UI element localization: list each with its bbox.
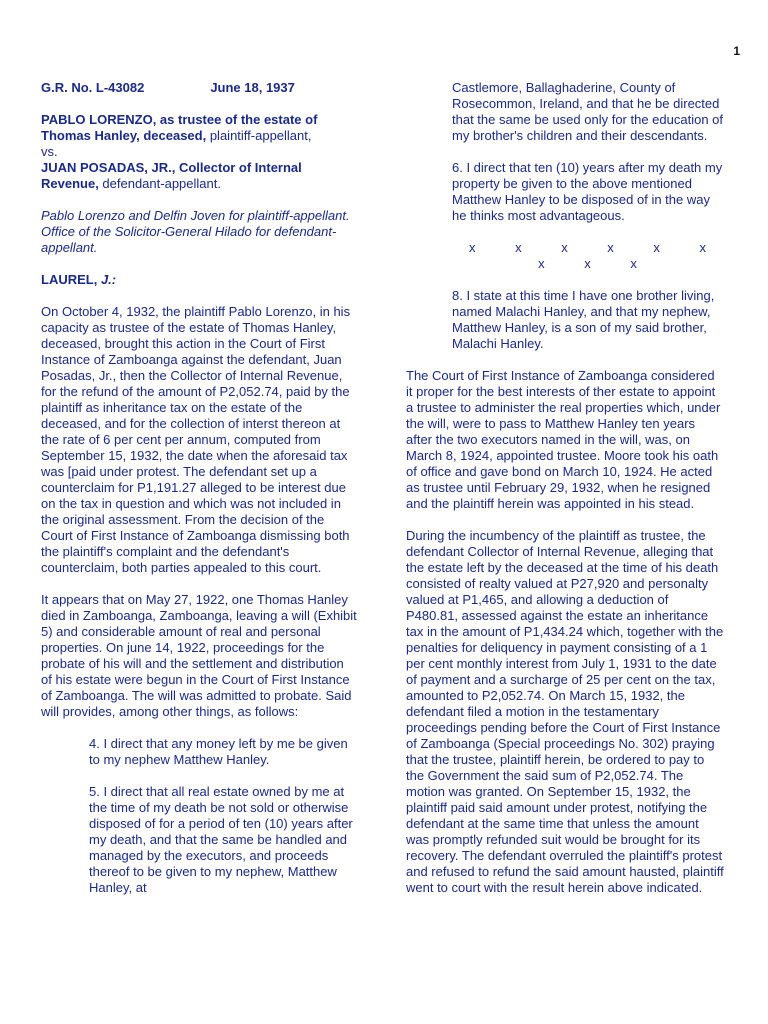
will-clause-8: 8. I state at this time I have one brother living, named Malachi Hanley, and that my nephew, Matthew Hanley, is a son of my said brother, Malachi Hanley. [452, 288, 715, 351]
case-header [41, 80, 358, 96]
defendant-name: JUAN POSADAS, JR., Collector of Internal Revenue, [41, 160, 302, 191]
will-clause-6: 6. I direct that ten (10) years after my death my property be given to the above mentioned Matthew Hanley to be disposed of in the way he thinks most advantageous. [452, 160, 723, 223]
counsel-block [41, 208, 358, 256]
case-parties [41, 112, 358, 192]
plaintiff-role: plaintiff-appellant, [206, 128, 312, 143]
defendant-role: defendant-appellant. [98, 176, 221, 191]
case-date: June 18, 1937 [210, 80, 295, 95]
will-clause-4: 4. I direct that any money left by me be given to my nephew Matthew Hanley. [89, 736, 348, 767]
plaintiff-name: PABLO LORENZO, as trustee of the estate of Thomas Hanley, deceased, [41, 112, 318, 143]
judge-suffix: J.: [100, 272, 117, 287]
will-clause-5-continued: Castlemore, Ballaghaderine, County of Rosecommon, Ireland, and that he be directed that the same be used only for the education of my brother's children and their descendants. [452, 80, 724, 143]
ponente [41, 272, 358, 288]
omission-marks: x x x x x x x x x [468, 240, 708, 271]
paragraph-facts-1: On October 4, 1932, the plaintiff Pablo Lorenzo, in his capacity as trustee of the estate of Thomas Hanley, deceased, brought this action in the Court of First Instance of Zamboanga against the defendant, Juan Posadas, Jr., then the Collector of Internal Revenue, for the refund of the amount of P2,052.74, paid by the plaintiff as inheritance tax on the estate of the deceased, and for the collection of interst thereon at the rate of 6 per cent per annum, computed from September 15, 1932, the date when the aforesaid tax was [paid under protest. The defendant set up a counterclaim for P1,191.27 alleged to be interest due on the tax in question and which was not included in the original assessment. From the decision of the Court of First Instance of Zamboanga dismissing both the plaintiff's complaint and the defendant's counterclaim, both parties appealed to this court. [41, 304, 351, 575]
paragraph-trustee: The Court of First Instance of Zamboanga considered it proper for the best interests of ther estate to appoint a trustee to administer the real properties which, under the will, were to pass to Matthew Hanley ten years after the two executors named in the will, was, on March 8, 1924, appointed trustee. Moore took his oath of office and gave bond on March 10, 1924. He acted as trustee until February 29, 1932, when he resigned and the plaintiff herein was appointed in his stead. [406, 368, 721, 511]
paragraph-assessment: During the incumbency of the plaintiff as trustee, the defendant Collector of Internal Revenue, alleging that the estate left by the deceased at the time of his death consisted of realty valued at P27,920 and personalty valued at P1,465, and allowing a deduction of P480.81, assessed against the estate an inheritance tax in the amount of P1,434.24 which, together with the penalties for deliquency in payment consisting of a 1 per cent monthly interest from July 1, 1931 to the date of payment and a surcharge of 25 per cent on the tax, amounted to P2,052.74. On March 15, 1932, the defendant filed a motion in the testamentary proceedings pending before the Court of First Instance of Zamboanga (Special proceedings No. 302) praying that the trustee, plaintiff herein, be ordered to pay to the Government the said sum of P2,052.74. The motion was granted. On September 15, 1932, the plaintiff paid said amount under protest, notifying the defendant at the same time that unless the amount was promptly refunded suit would be brought for its recovery. The defendant overruled the plaintiff's protest and refused to refund the said amount hausted, plaintiff went to court with the result herein above indicated. [406, 528, 724, 895]
right-column [406, 80, 724, 912]
plaintiff-counsel: Pablo Lorenzo and Delfin Joven for plaintiff-appellant. [41, 208, 350, 223]
case-number: G.R. No. L-43082 [41, 80, 145, 95]
versus: vs. [41, 144, 58, 159]
paragraph-facts-2: It appears that on May 27, 1922, one Thomas Hanley died in Zamboanga, Zamboanga, leaving a will (Exhibit 5) and considerable amount of real and personal properties. On june 14, 1922, proceedings for the probate of his will and the settlement and distribution of his estate were begun in the Court of First Instance of Zamboanga. The will was admitted to probate. Said will provides, among other things, as follows: [41, 592, 357, 719]
page-number: 1 [733, 44, 740, 58]
will-clause-5: 5. I direct that all real estate owned by me at the time of my death be not sold or otherwise disposed of for a period of ten (10) years after my death, and that the same be handled and managed by the executors, and proceeds thereof to be given to my nephew, Matthew Hanley, at [89, 784, 353, 895]
left-column [41, 80, 358, 912]
judge-name: LAUREL, [41, 272, 101, 287]
defendant-counsel: Office of the Solicitor-General Hilado for defendant-appellant. [41, 224, 337, 255]
